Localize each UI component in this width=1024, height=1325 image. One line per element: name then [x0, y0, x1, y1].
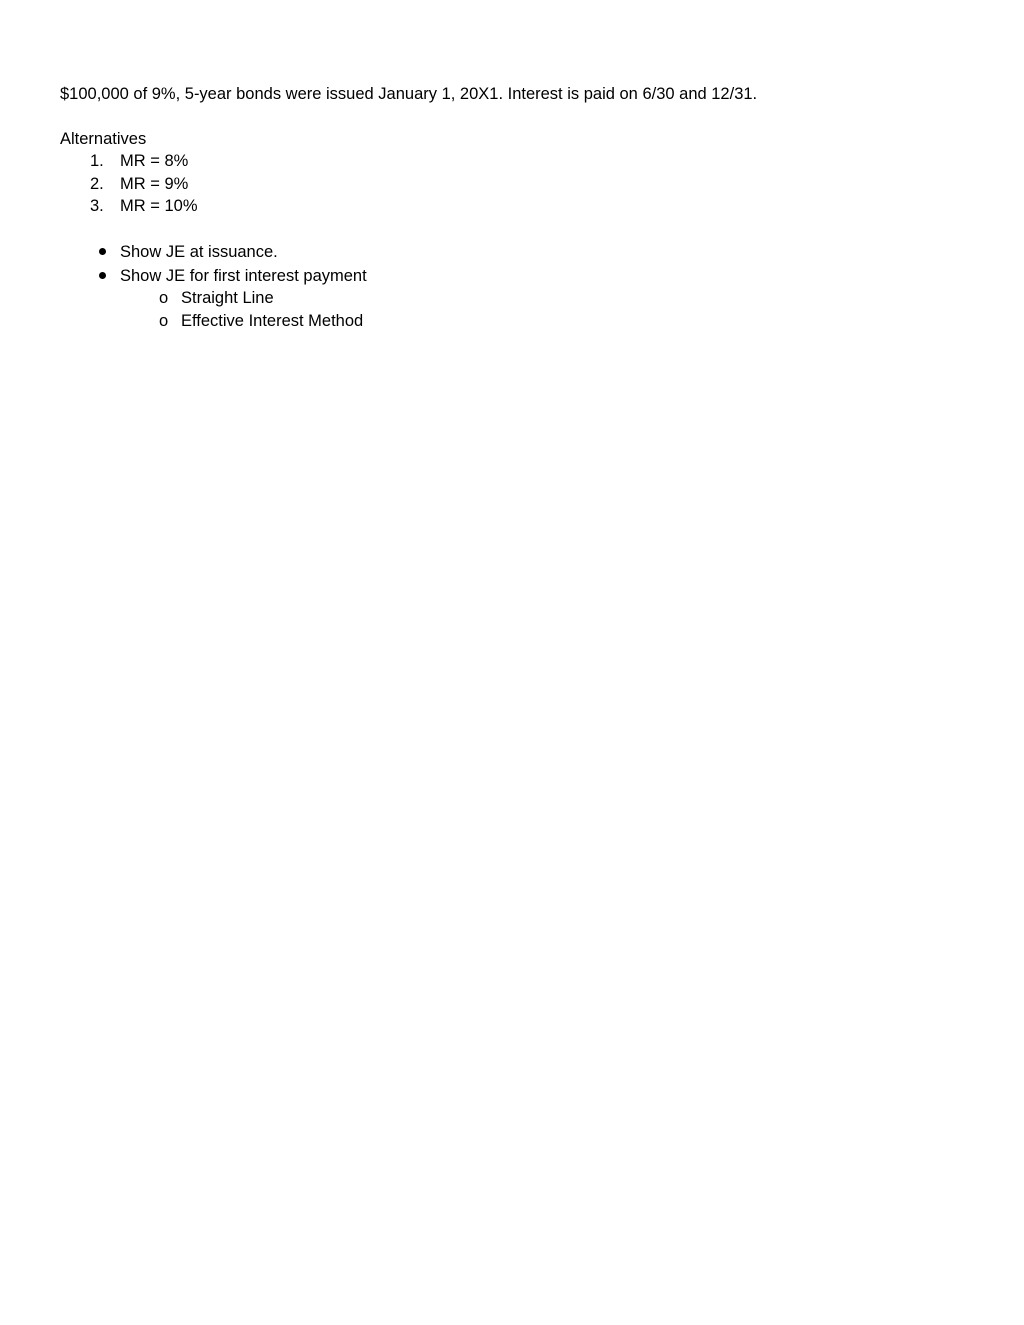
intro-paragraph: $100,000 of 9%, 5-year bonds were issued January 1, 20X1. Interest is paid on 6/30 and 12/31.	[60, 85, 758, 103]
circle-bullet-icon: o	[159, 289, 169, 307]
list-number: 2.	[90, 175, 104, 193]
bullet-icon	[99, 248, 106, 255]
list-item-text: Effective Interest Method	[181, 312, 364, 330]
alternatives-heading: Alternatives	[60, 130, 147, 148]
list-number: 1.	[90, 152, 104, 170]
list-item-text: Show JE for first interest payment	[120, 267, 367, 285]
list-item-text: MR = 10%	[120, 197, 198, 215]
bullet-icon	[99, 272, 106, 279]
list-item-text: Show JE at issuance.	[120, 243, 278, 261]
circle-bullet-icon: o	[159, 312, 169, 330]
list-item-text: Straight Line	[181, 289, 274, 307]
list-number: 3.	[90, 197, 104, 215]
list-item-text: MR = 9%	[120, 175, 189, 193]
list-item-text: MR = 8%	[120, 152, 189, 170]
